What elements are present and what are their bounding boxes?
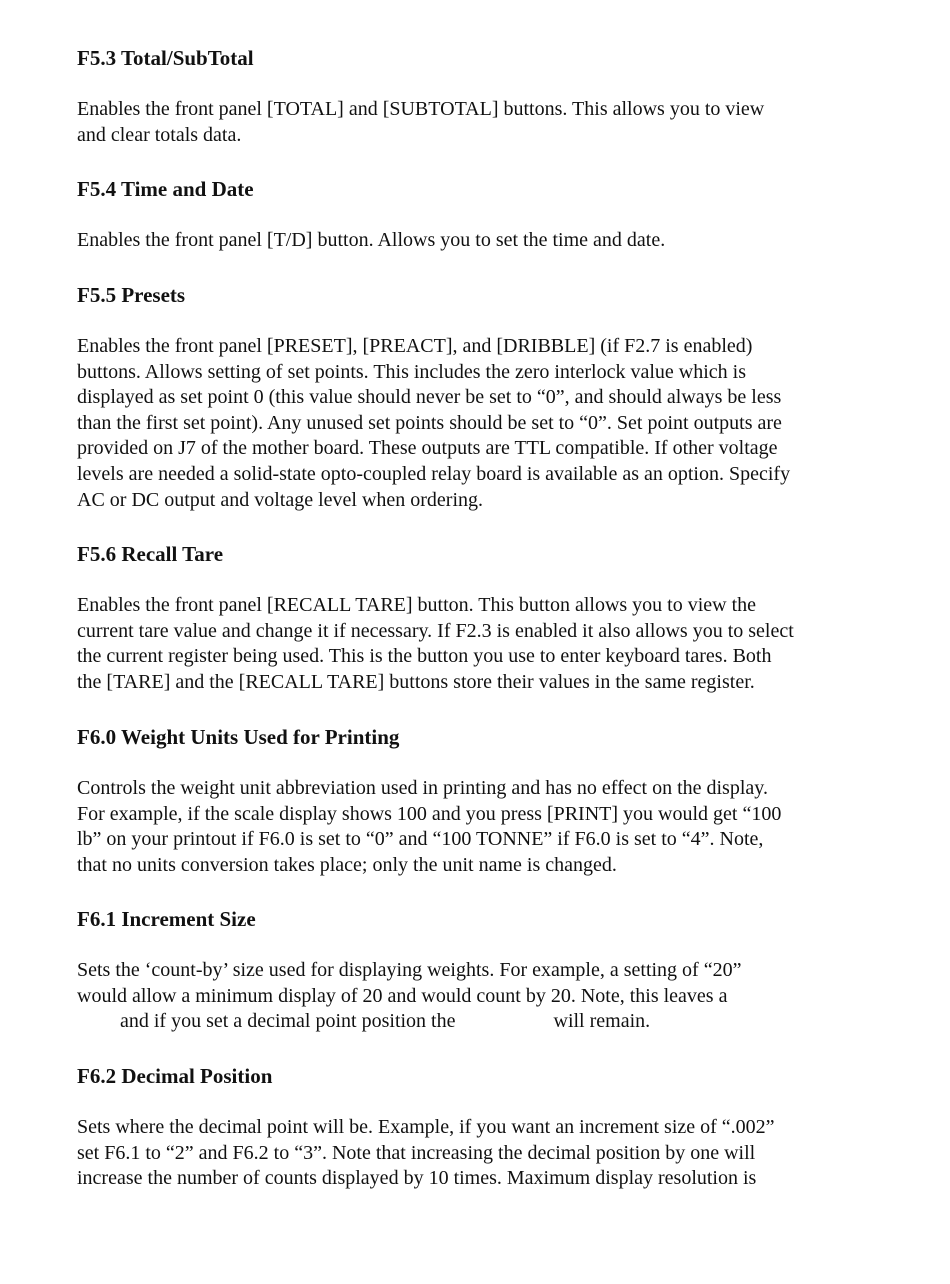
text-line: would allow a minimum display of 20 and would count by 20. Note, this leaves a [77,984,728,1007]
section-f5-5 [77,283,877,513]
text-line: Enables the front panel [RECALL TARE] button. This button allows you to view the [77,594,757,616]
section-body [77,593,877,695]
section-heading: F5.4 Time and Date [77,177,254,201]
section-heading: F5.3 Total/SubTotal [77,46,254,70]
text-line: than the first set point). Any unused set points should be set to “0”. Set point outputs are [77,411,782,434]
section-f5-3 [77,46,877,148]
text-line: levels are needed a solid-state opto-coupled relay board is available as an option. Specify [77,462,791,485]
section-body [77,776,877,878]
text-line: increase the number of counts displayed by 10 times. Maximum display resolution is [77,1167,757,1190]
section-heading: F5.6 Recall Tare [77,542,224,566]
section-heading: F6.1 Increment Size [77,907,256,931]
text-line: AC or DC output and voltage level when ordering. [77,488,484,511]
text-line: the [TARE] and the [RECALL TARE] buttons store their values in the same register. [77,670,755,693]
section-body [77,334,877,513]
text-line: the current register being used. This is the button you use to enter keyboard tares. Both [77,645,772,668]
text-line: and clear totals data. [77,123,242,146]
section-body [77,228,877,254]
text-line: Enables the front panel [PRESET], [PREACT], and [DRIBBLE] (if F2.7 is enabled) [77,335,753,357]
section-f5-6 [77,542,877,695]
text-line: set F6.1 to “2” and F6.2 to “3”. Note that increasing the decimal position by one will [77,1141,756,1164]
section-f6-1 [77,907,877,1035]
section-heading: F6.0 Weight Units Used for Printing [77,725,400,749]
section-f6-2 [77,1064,877,1192]
text-line: provided on J7 of the mother board. These outputs are TTL compatible. If other voltage [77,437,778,460]
text-fragment: will remain. [553,1010,651,1033]
text-line: Sets where the decimal point will be. Example, if you want an increment size of “.002” [77,1116,775,1138]
text-line: current tare value and change it if necessary. If F2.3 is enabled it also allows you to select [77,619,794,642]
section-heading: F5.5 Presets [77,283,186,307]
section-f6-0 [77,725,877,878]
section-heading: F6.2 Decimal Position [77,1064,273,1088]
text-line: lb” on your printout if F6.0 is set to “0” and “100 TONNE” if F6.0 is set to “4”. Note, [77,828,764,851]
section-body [77,97,877,148]
text-line: Controls the weight unit abbreviation used in printing and has no effect on the display. [77,777,768,799]
text-line: Sets the ‘count-by’ size used for displaying weights. For example, a setting of “20” [77,959,742,981]
section-f5-4 [77,177,877,254]
text-line: For example, if the scale display shows 100 and you press [PRINT] you would get “100 [77,802,782,825]
text-line: Enables the front panel [T/D] button. Allows you to set the time and date. [77,229,666,251]
text-line: buttons. Allows setting of set points. This includes the zero interlock value which is [77,360,746,383]
text-fragment: and if you set a decimal point position the [120,1010,456,1033]
text-line [77,1009,877,1035]
text-line: displayed as set point 0 (this value should never be set to “0”, and should always be less [77,386,782,409]
text-line: Enables the front panel [TOTAL] and [SUBTOTAL] buttons. This allows you to view [77,98,765,120]
text-line: that no units conversion takes place; only the unit name is changed. [77,853,617,876]
section-body [77,958,877,1035]
section-body [77,1115,877,1192]
